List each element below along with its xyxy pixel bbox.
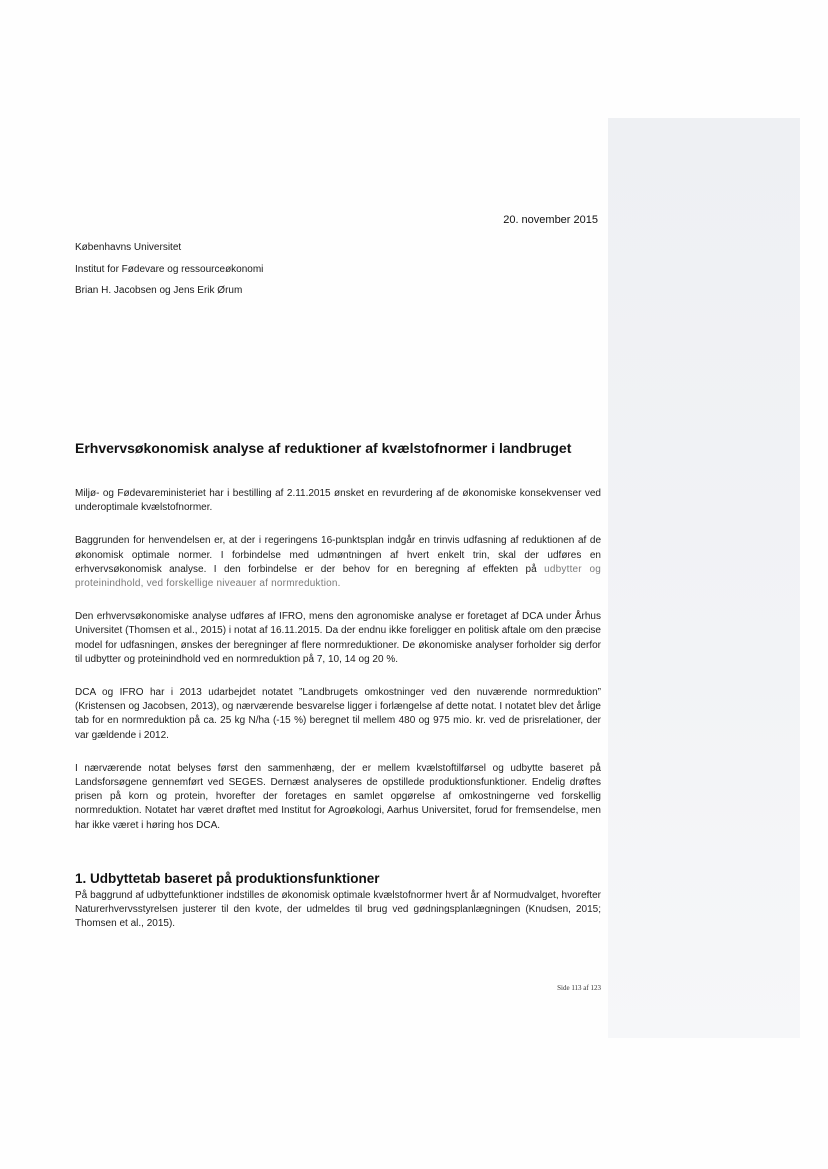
- sender-institution: Københavns Universitet: [75, 242, 182, 253]
- sender-block: [75, 237, 263, 302]
- paragraph-structure: I nærværende notat belyses først den sammenhæng, der er mellem kvælstoftilførsel og udbytte baseret på Landsforsøgene gennemført ved SEGES. Dernæst analyseres de opstillede produktionsfunktioner. Endelig drøftes prisen på korn og protein, hvorefter der foretages en samlet opgørelse af omkostningerne ved forskellig normreduktion. Notatet har været drøftet med Institut for Agroøkologi, Aarhus Universitet, forud for fremsendelse, men har ikke været i høring hos DCA.: [75, 762, 601, 831]
- scan-shading: [608, 118, 800, 1038]
- document-body: [75, 487, 601, 852]
- paragraph-analysis: Den erhvervsøkonomiske analyse udføres af IFRO, mens den agronomiske analyse er foretaget af DCA under Århus Universitet (Thomsen et al., 2015) i notat af 16.11.2015. Da der endnu ikke foreligger en politisk aftale om den præcise model for udfasningen, ønskes der beregninger af flere normreduktioner. De økonomiske analyser forholder sig derfor til udbytter og proteinindhold ved en normreduktion på 7, 10, 14 og 20 %.: [75, 611, 601, 665]
- sender-department: Institut for Fødevare og ressourceøkonomi: [75, 263, 264, 275]
- paragraph-background: [75, 534, 601, 591]
- paragraph-intro: Miljø- og Fødevareministeriet har i bestilling af 2.11.2015 ønsket en revurdering af de økonomiske konsekvenser ved underoptimale kvælstofnormer.: [75, 488, 601, 514]
- document-date: 20. november 2015: [503, 214, 598, 226]
- section-heading: 1. Udbyttetab baseret på produktionsfunktioner: [75, 871, 380, 886]
- section-paragraph: På baggrund af udbyttefunktioner indstilles de økonomisk optimale kvælstofnormer hvert år af Normudvalget, hvorefter Naturerhvervsstyrelsen justerer til den kvote, der udmeldes til brug ved gødningsplanlægningen (Knudsen, 2015; Thomsen et al., 2015).: [75, 890, 601, 930]
- paragraph-background-tail: udbytter og proteinindhold, ved forskellige niveauer af normreduktion.: [75, 563, 601, 590]
- paragraph-history: DCA og IFRO har i 2013 udarbejdet notatet ”Landbrugets omkostninger ved den nuværende normreduktion” (Kristensen og Jacobsen, 2013), og nærværende besvarelse ligger i forlængelse af dette notat. I notatet blev det årlige tab for en normreduktion på ca. 25 kg N/ha (-15 %) beregnet til mellem 480 og 975 mio. kr. ved de prisrelationer, der var gældende i 2012.: [75, 687, 601, 741]
- document-title: Erhvervsøkonomisk analyse af reduktioner af kvælstofnormer i landbruget: [75, 440, 572, 456]
- sender-authors: Brian H. Jacobsen og Jens Erik Ørum: [75, 285, 243, 296]
- paragraph-background-text: Baggrunden for henvendelsen er, at der i regeringens 16-punktsplan indgår en trinvis udfasning af reduktionen af de økonomisk optimale normer. I forbindelse med udmøntningen af hvert enkelt trin, skal der udføres en erhvervsøkonomisk analyse. I den forbindelse er der behov for en beregning af effekten på: [75, 535, 601, 575]
- page-number: Side 113 af 123: [557, 984, 601, 992]
